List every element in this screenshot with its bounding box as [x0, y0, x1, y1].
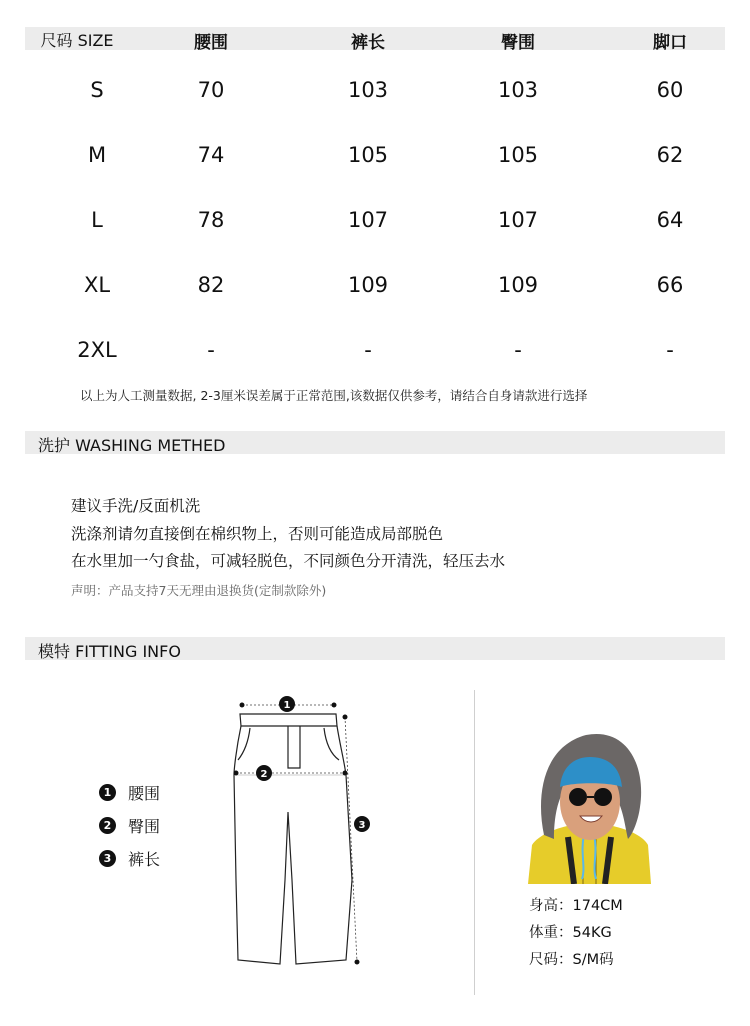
- return-statement: 声明：产品支持7天无理由退换货(定制款除外): [71, 583, 327, 598]
- legend-label: 臀围: [128, 816, 161, 836]
- measure-endpoints: [234, 703, 360, 965]
- table-cell-hip: 103: [497, 78, 539, 102]
- washing-line: 洗涤剂请勿直接倒在棉织物上，否则可能造成局部脱色: [71, 525, 444, 543]
- legend-label: 腰围: [128, 783, 161, 803]
- washing-line: 在水里加一勺食盐，可减轻脱色，不同颜色分开清洗，轻压去水: [71, 552, 506, 570]
- hem-header: 脚口: [653, 33, 687, 53]
- table-cell-size: XL: [83, 273, 111, 297]
- measure-lines: [236, 705, 357, 962]
- number-3-icon: 3: [99, 850, 116, 867]
- model-size: 尺码：S/M码: [529, 952, 614, 968]
- legend-item-waist: [99, 782, 160, 802]
- table-cell-waist: 70: [197, 78, 225, 102]
- section-divider: [474, 690, 475, 995]
- model-avatar-image: [528, 727, 651, 884]
- diagram-marker-1: [279, 696, 295, 712]
- table-cell-size: M: [87, 143, 107, 167]
- table-cell-waist: 82: [197, 273, 225, 297]
- table-cell-length: 107: [347, 208, 389, 232]
- table-cell-hem: 62: [656, 143, 684, 167]
- pants-diagram: [220, 690, 380, 980]
- measurement-note: 以上为人工测量数据, 2-3厘米误差属于正常范围,该数据仅供参考，请结合自身请款进行选择: [80, 388, 588, 403]
- table-cell-size: L: [91, 208, 103, 232]
- model-weight: 体重：54KG: [529, 925, 612, 941]
- table-cell-waist: 78: [197, 208, 225, 232]
- svg-text:1: 1: [283, 700, 291, 711]
- table-cell-length: 103: [347, 78, 389, 102]
- number-2-icon: 2: [99, 817, 116, 834]
- table-cell-hem: -: [666, 338, 674, 362]
- table-cell-hem: 64: [656, 208, 684, 232]
- pants-outline: [234, 714, 352, 964]
- table-cell-hip: 105: [497, 143, 539, 167]
- table-cell-hem: 60: [656, 78, 684, 102]
- fitting-header-band: [25, 637, 725, 660]
- hip-header: 臀围: [501, 33, 535, 53]
- number-1-icon: 1: [99, 784, 116, 801]
- legend-label: 裤长: [128, 849, 161, 869]
- table-cell-length: -: [364, 338, 372, 362]
- diagram-marker-3: [354, 816, 370, 832]
- washing-line: 建议手洗/反面机洗: [71, 497, 201, 515]
- svg-text:2: 2: [260, 769, 268, 780]
- table-cell-hip: -: [514, 338, 522, 362]
- length-measure-line: [345, 717, 357, 962]
- table-cell-hem: 66: [656, 273, 684, 297]
- length-header: 裤长: [351, 33, 385, 53]
- size-header: 尺码 SIZE: [40, 31, 114, 50]
- table-cell-waist: -: [207, 338, 215, 362]
- table-cell-hip: 109: [497, 273, 539, 297]
- table-cell-size: 2XL: [77, 338, 117, 362]
- legend-item-hip: [99, 815, 160, 835]
- legend-item-length: [99, 848, 160, 868]
- table-cell-length: 109: [347, 273, 389, 297]
- fitting-title: 模特 FITTING INFO: [38, 642, 181, 661]
- washing-header-band: [25, 431, 725, 454]
- waist-header: 腰围: [194, 33, 228, 53]
- table-cell-waist: 74: [197, 143, 225, 167]
- table-cell-size: S: [90, 78, 104, 102]
- model-height: 身高：174CM: [529, 898, 623, 914]
- svg-text:3: 3: [358, 820, 366, 831]
- diagram-marker-2: [256, 765, 272, 781]
- table-cell-hip: 107: [497, 208, 539, 232]
- washing-title: 洗护 WASHING METHED: [38, 436, 226, 455]
- table-cell-length: 105: [347, 143, 389, 167]
